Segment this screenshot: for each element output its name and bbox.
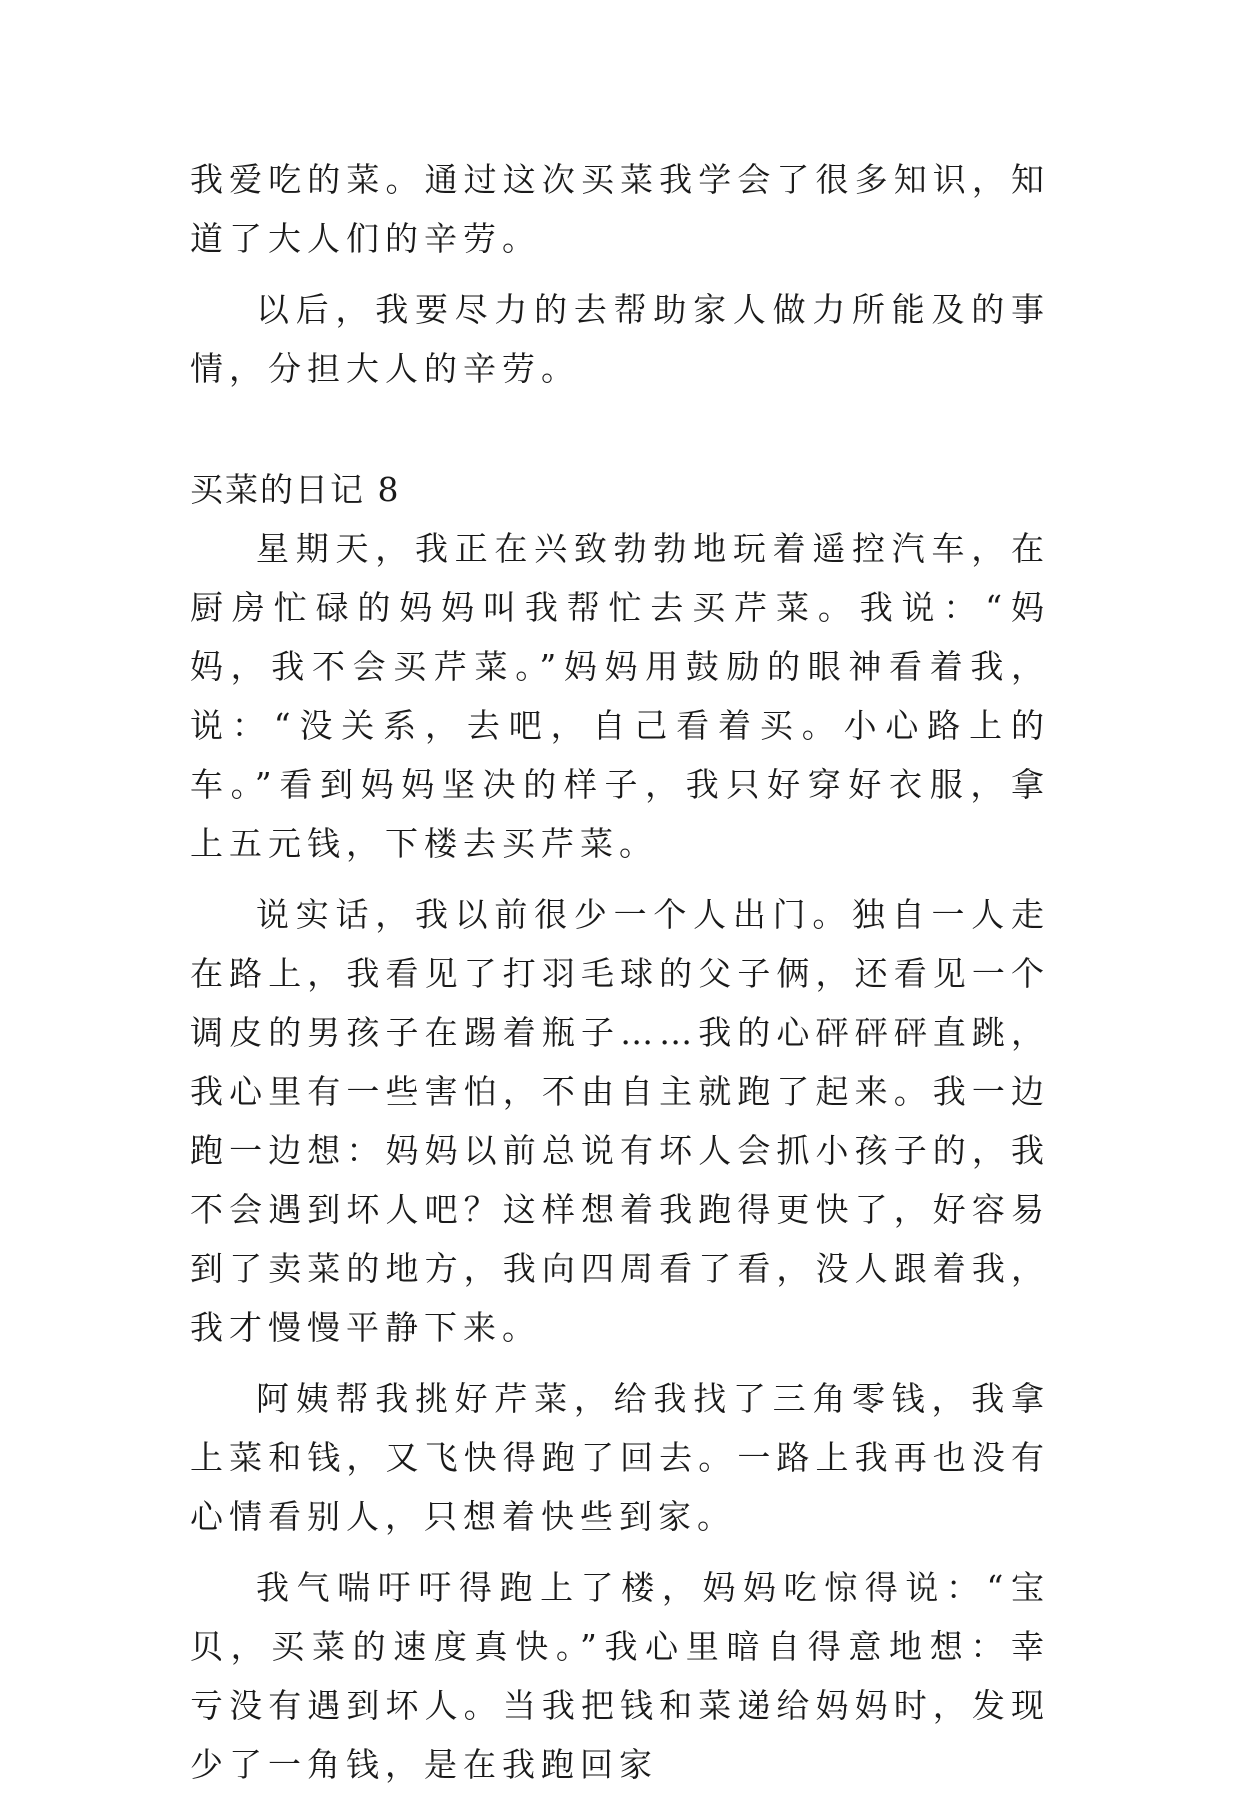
paragraph-3: 阿姨帮我挑好芹菜，给我找了三角零钱，我拿上菜和钱，又飞快得跑了回去。一路上我再也没有心情看别人，只想着快些到家。 (190, 1379, 1050, 1536)
section-title: 买菜的日记 8 (190, 470, 401, 509)
paragraph-conclusion: 以后，我要尽力的去帮助家人做力所能及的事情，分担大人的辛劳。 (190, 290, 1050, 388)
paragraph-2: 说实话，我以前很少一个人出门。独自一人走在路上，我看见了打羽毛球的父子俩，还看见一个调皮的男孩子在踢着瓶子……我的心砰砰砰直跳，我心里有一些害怕，不由自主就跑了起来。我一边跑一边想：妈妈以前总说有坏人会抓小孩子的，我不会遇到坏人吧？这样想着我跑得更快了，好容易到了卖菜的地方，我向四周看了看，没人跟着我，我才慢慢平静下来。 (190, 895, 1050, 1347)
paragraph-continued: 我爱吃的菜。通过这次买菜我学会了很多知识，知道了大人们的辛劳。 (190, 160, 1050, 258)
document-page (190, 150, 1050, 1794)
paragraph-1: 星期天，我正在兴致勃勃地玩着遥控汽车，在厨房忙碌的妈妈叫我帮忙去买芹菜。我说：“妈妈，我不会买芹菜。”妈妈用鼓励的眼神看着我，说：“没关系，去吧，自己看着买。小心路上的车。”看到妈妈坚决的样子，我只好穿好衣服，拿上五元钱，下楼去买芹菜。 (190, 529, 1050, 863)
paragraph-4: 我气喘吁吁得跑上了楼，妈妈吃惊得说：“宝贝，买菜的速度真快。”我心里暗自得意地想：幸亏没有遇到坏人。当我把钱和菜递给妈妈时，发现少了一角钱，是在我跑回家 (190, 1568, 1050, 1784)
